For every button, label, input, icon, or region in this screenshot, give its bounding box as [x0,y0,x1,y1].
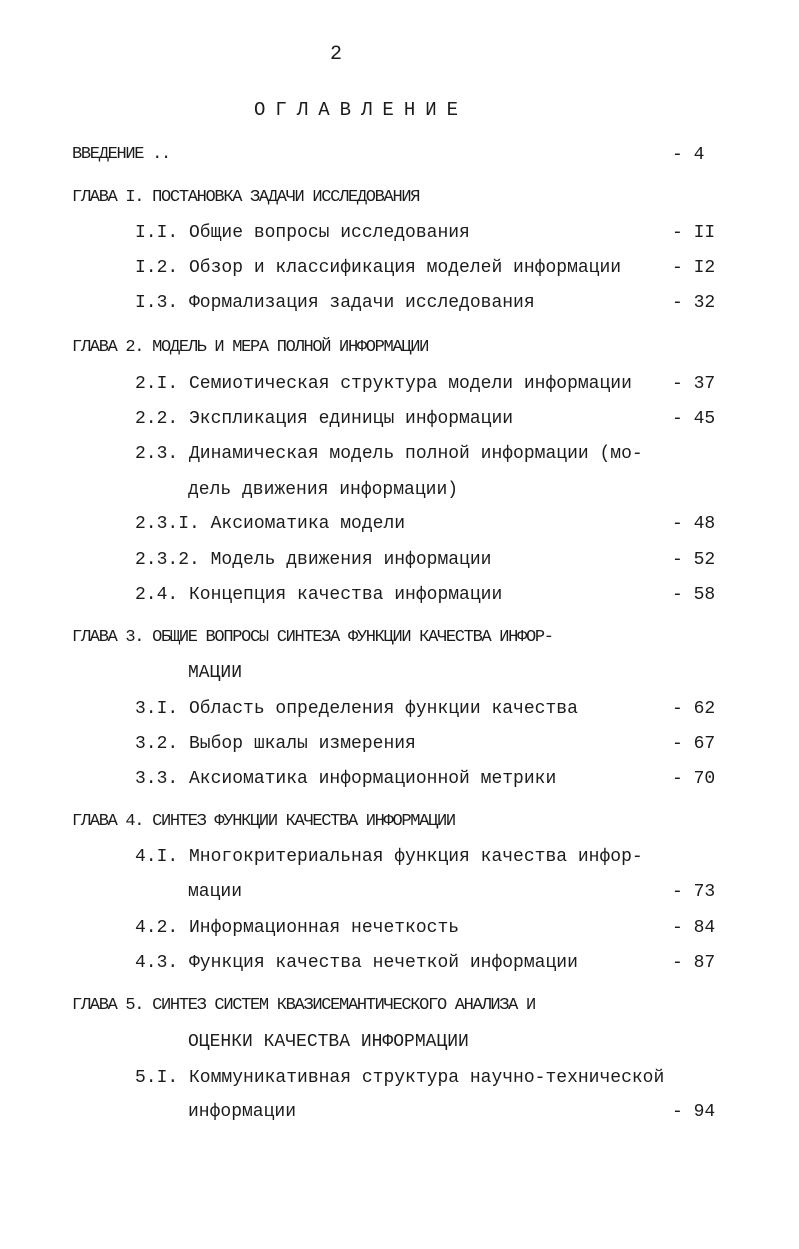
toc-entry-title: дель движения информации) [188,480,459,500]
page-number: 2 [330,43,343,66]
toc-entry-title: 2.3.I. Аксиоматика модели [135,514,406,534]
toc-page-number: - 84 [672,918,716,938]
toc-page-number: - 70 [672,769,716,789]
toc-entry-title: МАЦИИ [188,663,243,683]
toc-entry-title: 5.I. Коммуникативная структура научно-технической [135,1068,665,1088]
toc-entry-title: информации [188,1102,297,1122]
toc-entry-title: 4.3. Функция качества нечеткой информации [135,953,578,973]
toc-page-number: - 73 [672,882,716,902]
toc-page-number: - 52 [672,550,716,570]
toc-page-number: - 4 [672,145,705,165]
toc-page-number: - I2 [672,258,716,278]
toc-page-number: - 67 [672,734,716,754]
toc-entry-title: 2.4. Концепция качества информации [135,585,503,605]
toc-entry-title: ОЦЕНКИ КАЧЕСТВА ИНФОРМАЦИИ [188,1032,469,1052]
toc-entry-title: 2.I. Семиотическая структура модели информации [135,374,632,394]
toc-page-number: - 62 [672,699,716,719]
toc-entry-title: ГЛАВА 5. СИНТЕЗ СИСТЕМ КВАЗИСЕМАНТИЧЕСКОГО АНАЛИЗА И [72,996,535,1015]
toc-entry-title: ГЛАВА 4. СИНТЕЗ ФУНКЦИИ КАЧЕСТВА ИНФОРМАЦИИ [72,812,455,831]
toc-entry-title: 2.2. Экспликация единицы информации [135,409,514,429]
toc-page-number: - 58 [672,585,716,605]
toc-page-number: - 94 [672,1102,716,1122]
toc-page-number: - II [672,223,716,243]
toc-page-number: - 32 [672,293,716,313]
toc-entry-title: мации [188,882,243,902]
toc-entry-title: 3.I. Область определения функции качества [135,699,578,719]
toc-entry-title: 4.2. Информационная нечеткость [135,918,460,938]
page-title: ОГЛАВЛЕНИЕ [254,99,469,121]
toc-entry-title: ГЛАВА 2. МОДЕЛЬ И МЕРА ПОЛНОЙ ИНФОРМАЦИИ [72,338,429,357]
toc-entry-title: I.2. Обзор и классификация моделей информации [135,258,622,278]
toc-page-number: - 48 [672,514,716,534]
toc-entry-title: I.3. Формализация задачи исследования [135,293,535,313]
toc-entry-title: 2.3. Динамическая модель полной информации (мо- [135,444,643,464]
toc-page-number: - 45 [672,409,716,429]
toc-entry-title: 3.2. Выбор шкалы измерения [135,734,416,754]
toc-entry-title: ГЛАВА I. ПОСТАНОВКА ЗАДАЧИ ИССЛЕДОВАНИЯ [72,188,420,207]
toc-entry-title: 2.3.2. Модель движения информации [135,550,492,570]
toc-entry-title: I.I. Общие вопросы исследования [135,223,470,243]
toc-page-number: - 87 [672,953,716,973]
toc-entry-title: ГЛАВА 3. ОБЩИЕ ВОПРОСЫ СИНТЕЗА ФУНКЦИИ КАЧЕСТВА ИНФОР- [72,628,553,647]
toc-entry-title: ВВЕДЕНИЕ .. [72,145,170,164]
toc-page-number: - 37 [672,374,716,394]
toc-entry-title: 4.I. Многокритериальная функция качества инфор- [135,847,643,867]
toc-entry-title: 3.3. Аксиоматика информационной метрики [135,769,557,789]
